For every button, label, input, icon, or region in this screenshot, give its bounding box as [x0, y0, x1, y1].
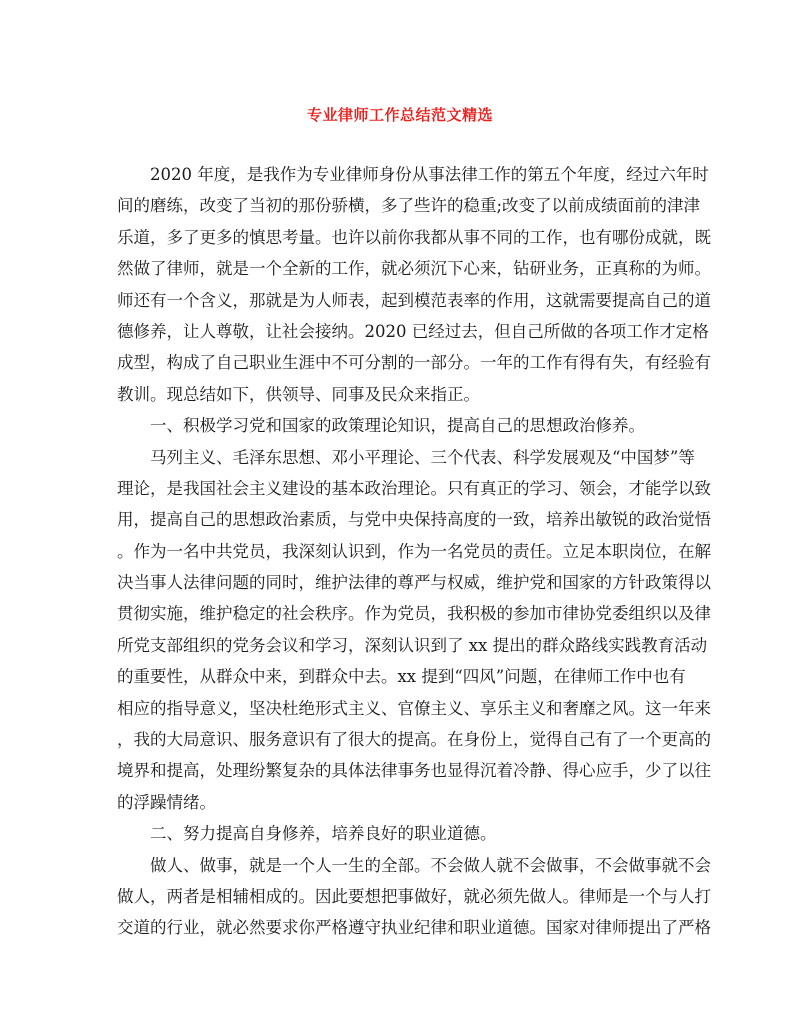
section-heading: 二、努力提高自身修养，培养良好的职业道德。 [150, 824, 497, 844]
text-line: 的重要性，从群众中来，到群众中去。xx 提到“四风”问题，在律师工作中也有 [117, 667, 686, 687]
text-line: 然做了律师，就是一个全新的工作，就必须沉下心来，钻研业务，正真称的为师。 [117, 259, 711, 279]
text-line: 师还有一个含义，那就是为人师表，起到模范表率的作用，这就需要提高自己的道 [117, 290, 711, 310]
document-title: 专业律师工作总结范文精选 [306, 106, 493, 124]
text-line: 交道的行业，就必然要求你严格遵守执业纪律和职业道德。国家对律师提出了严格 [117, 918, 711, 938]
text-line: 2020 年度，是我作为专业律师身份从事法律工作的第五个年度，经过六年时 [150, 165, 709, 184]
text-line: 做人，两者是相辅相成的。因此要想把事做好，就必须先做人。律师是一个与人打 [117, 886, 711, 906]
section-heading: 一、积极学习党和国家的政策理论知识，提高自己的思想政治修养。 [150, 416, 645, 436]
text-line: 马列主义、毛泽东思想、邓小平理论、三个代表、科学发展观及“中国梦”等 [150, 447, 695, 467]
text-line: 教训。现总结如下，供领导、同事及民众来指正。 [117, 384, 480, 404]
text-line: 成型，构成了自己职业生涯中不可分割的一部分。一年的工作有得有失，有经验有 [117, 353, 711, 373]
text-line: 用，提高自己的思想政治素质，与党中央保持高度的一致，培养出敏锐的政治觉悟 [117, 510, 711, 530]
document-body [117, 159, 711, 944]
text-line: 贯彻实施，维护稳定的社会秩序。作为党员，我积极的参加市律协党委组织以及律 [117, 604, 711, 624]
text-line: 的浮躁情绪。 [117, 792, 216, 812]
text-line: 决当事人法律问题的同时，维护法律的尊严与权威，维护党和国家的方针政策得以 [117, 573, 711, 593]
text-line: 德修养，让人尊敬，让社会接纳。2020 已经过去，但自己所做的各项工作才定格 [117, 321, 709, 341]
text-line: 所党支部组织的党务会议和学习，深刻认识到了 xx 提出的群众路线实践教育活动 [117, 635, 708, 655]
text-line: 乐道，多了更多的慎思考量。也许以前你我都从事不同的工作，也有哪份成就，既 [117, 227, 711, 247]
text-line: 理论，是我国社会主义建设的基本政治理论。只有真正的学习、领会，才能学以致 [117, 478, 711, 498]
text-line: ，我的大局意识、服务意识有了很大的提高。在身份上，觉得自己有了一个更高的 [117, 730, 711, 750]
text-line: 境界和提高，处理纷繁复杂的具体法律事务也显得沉着冷静、得心应手，少了以往 [117, 761, 711, 781]
text-line: 间的磨练，改变了当初的那份骄横，多了些许的稳重;改变了以前成绩面前的津津 [117, 196, 701, 216]
text-line: 做人、做事，就是一个人一生的全部。不会做人就不会做事，不会做事就不会 [150, 855, 711, 875]
text-line: 相应的指导意义，坚决杜绝形式主义、官僚主义、享乐主义和奢靡之风。这一年来 [117, 698, 711, 718]
text-line: 。作为一名中共党员，我深刻认识到，作为一名党员的责任。立足本职岗位，在解 [117, 541, 711, 561]
